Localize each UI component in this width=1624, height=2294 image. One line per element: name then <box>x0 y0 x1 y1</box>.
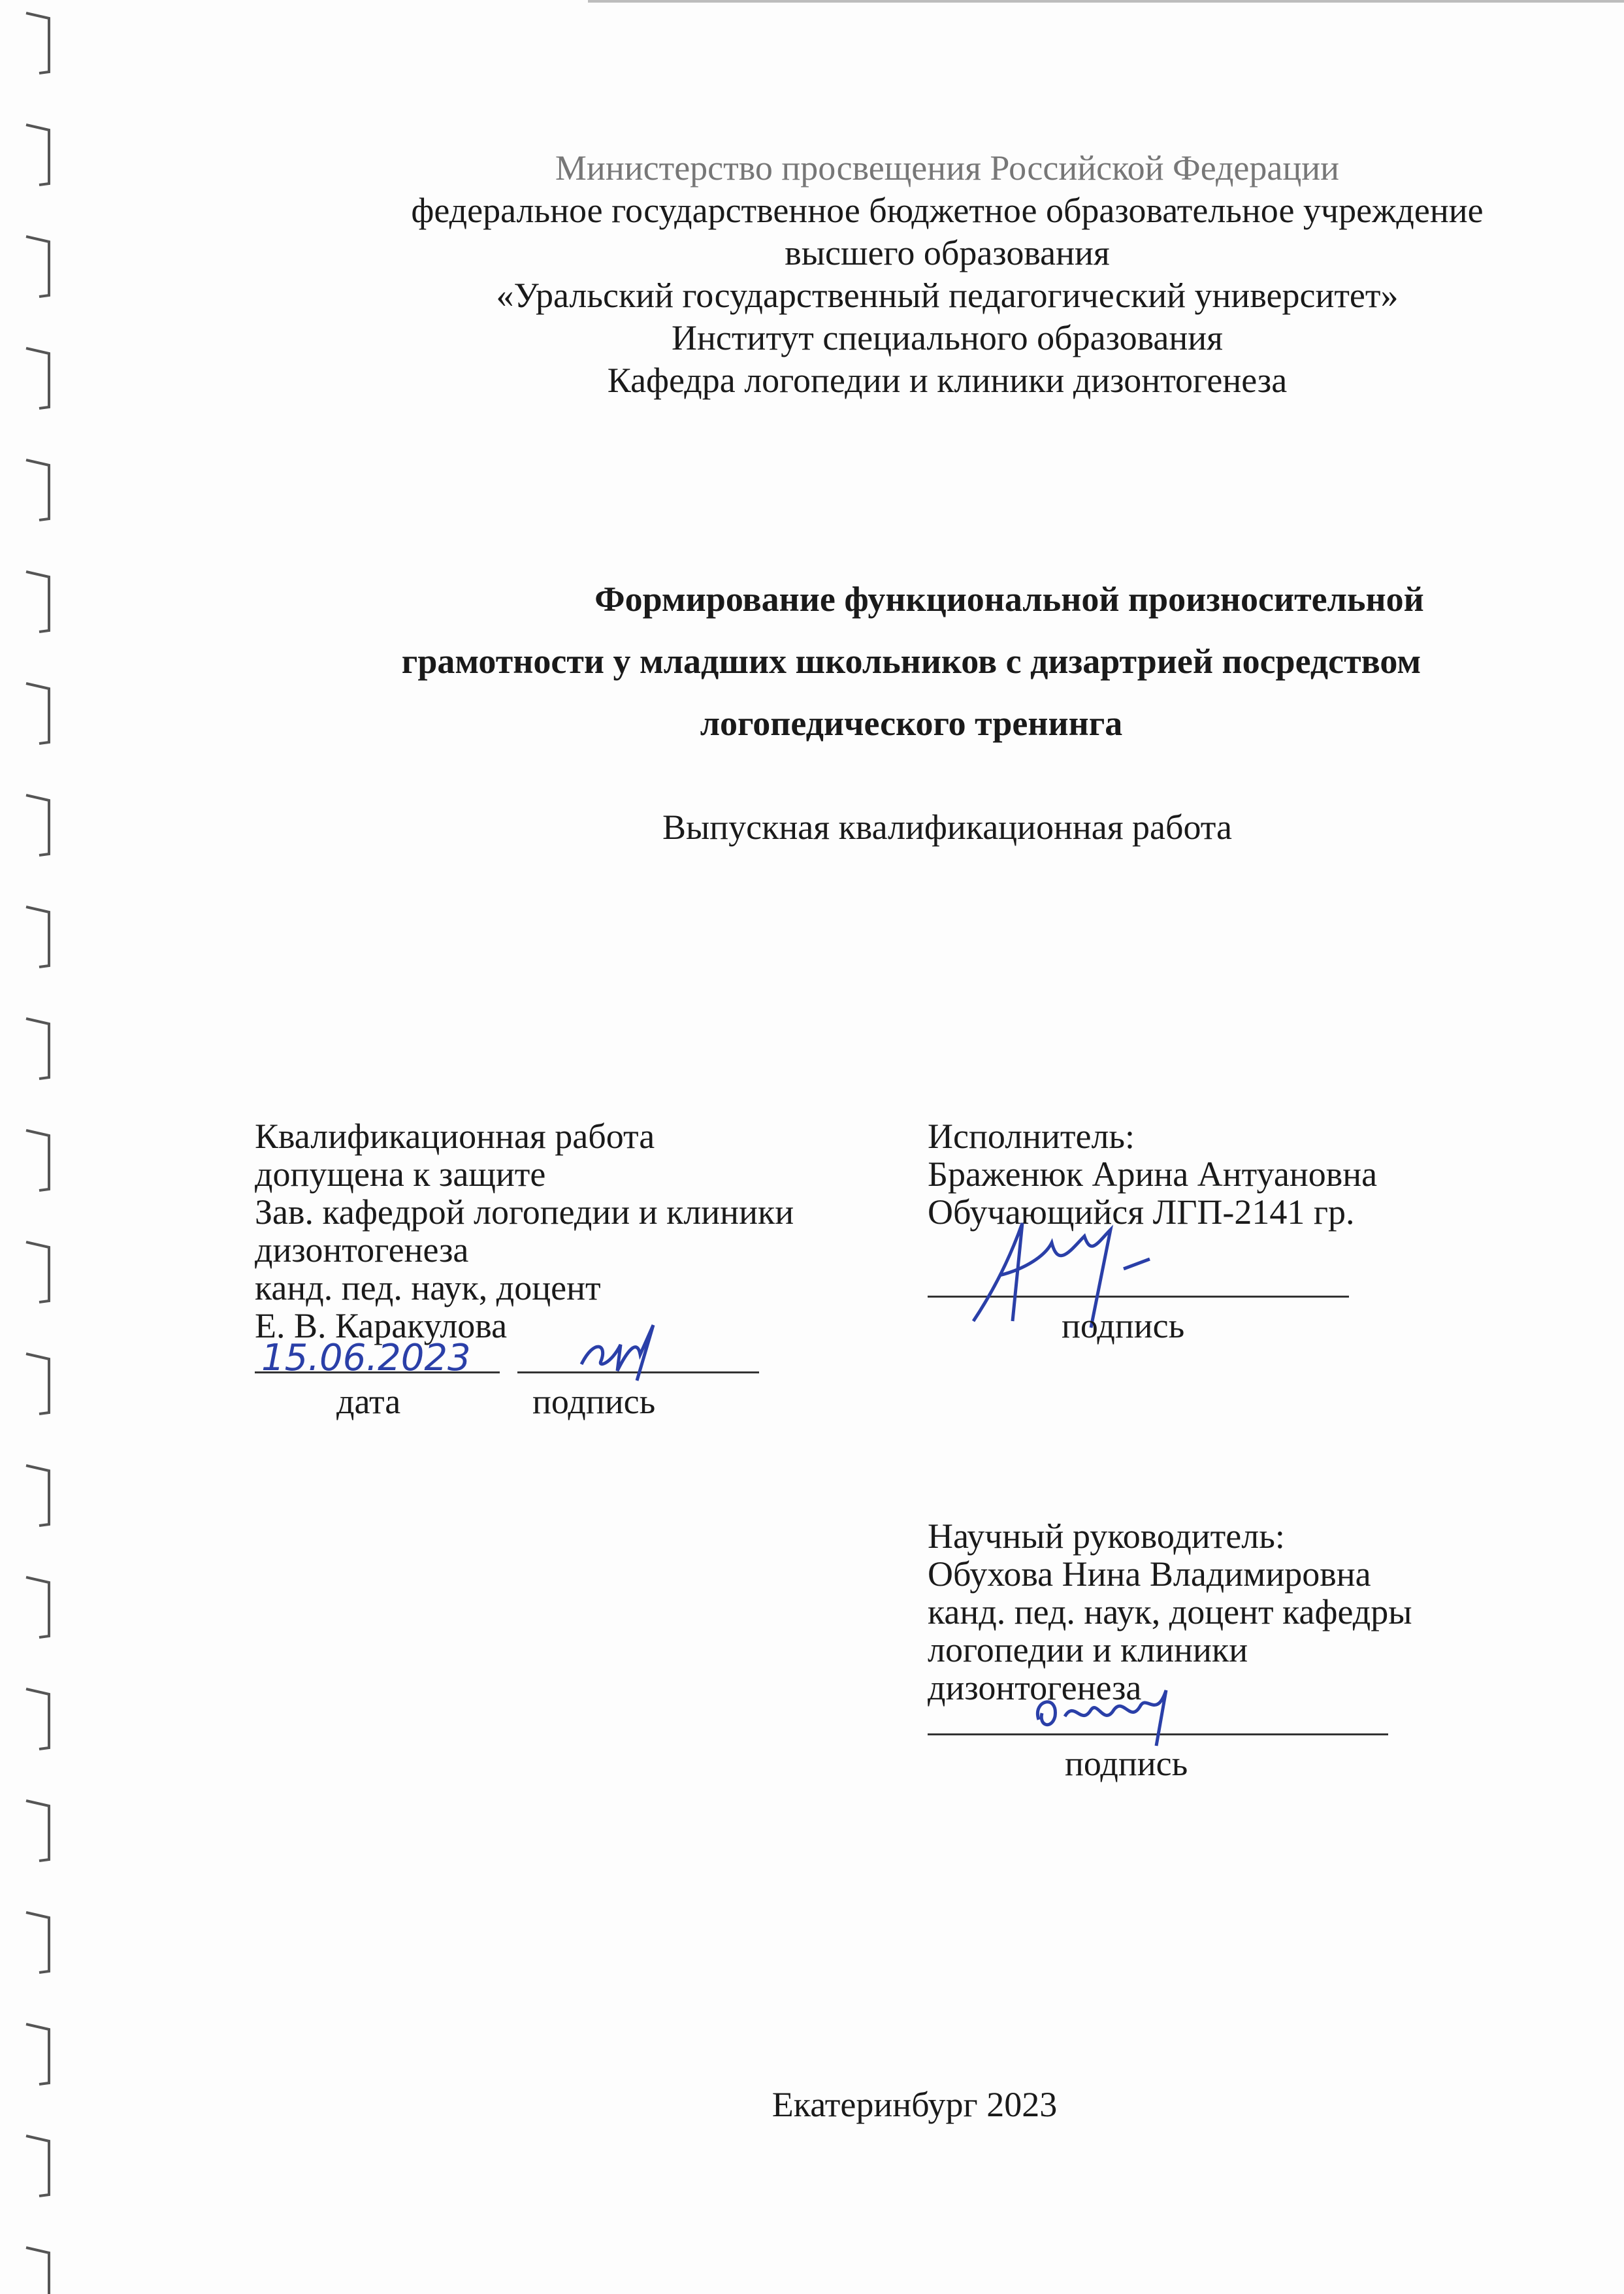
admission-line-5: канд. пед. наук, доцент <box>255 1268 601 1307</box>
supervisor-position-2: логопедии и клиники <box>928 1630 1248 1669</box>
supervisor-signature-line <box>928 1707 1581 1745</box>
executor-name: Браженюк Арина Антуановна <box>928 1155 1378 1194</box>
signature-caption: подпись <box>532 1382 656 1421</box>
university-line: «Уральский государственный педагогический университет» <box>496 276 1399 315</box>
date-signature-captions <box>255 1383 908 1420</box>
binding-mark <box>26 1242 49 1302</box>
title-line-2: грамотности у младших школьников с дизартрией посредством <box>401 642 1421 681</box>
executor-caption-row <box>928 1307 1581 1345</box>
supervisor-caption-row <box>928 1745 1581 1782</box>
binding-mark <box>26 1912 49 1973</box>
supervisor-position-1: канд. пед. наук, доцент кафедры <box>928 1592 1412 1631</box>
head-signature <box>575 1319 679 1384</box>
binding-mark <box>26 683 49 744</box>
supervisor-name: Обухова Нина Владимировна <box>928 1554 1371 1594</box>
supervisor-signature-caption: подпись <box>1065 1744 1188 1783</box>
scan-edge <box>588 0 1624 3</box>
executor-label: Исполнитель: <box>928 1117 1135 1156</box>
thesis-title <box>261 568 1561 755</box>
binding-mark <box>26 460 49 520</box>
executor-group: Обучающийся ЛГП-2141 гр. <box>928 1192 1355 1232</box>
institute-line: Институт специального образования <box>671 318 1224 357</box>
binding-mark <box>26 1354 49 1414</box>
admission-line-2: допущена к защите <box>255 1155 546 1194</box>
institution-line: федеральное государственное бюджетное образовательное учреждение <box>411 191 1484 230</box>
education-level-line: высшего образования <box>785 233 1110 272</box>
binding-mark <box>26 1130 49 1190</box>
supervisor-signature <box>1026 1680 1195 1752</box>
binding-mark <box>26 1689 49 1749</box>
binding-marks <box>0 0 78 2294</box>
supervisor-label: Научный руководитель: <box>928 1516 1285 1556</box>
supervisor-position-3: дизонтогенеза <box>928 1668 1142 1707</box>
admission-line-4: дизонтогенеза <box>255 1230 469 1270</box>
binding-mark <box>26 237 49 297</box>
binding-mark <box>26 1466 49 1526</box>
executor-block <box>928 1117 1581 1345</box>
binding-mark <box>26 2136 49 2196</box>
date-caption: дата <box>336 1382 401 1421</box>
admission-block <box>255 1117 908 1420</box>
binding-mark <box>26 1577 49 1637</box>
admission-line-1: Квалификационная работа <box>255 1117 655 1156</box>
date-signature-line <box>255 1337 908 1383</box>
work-type: Выпускная квалификационная работа <box>662 808 1233 847</box>
ministry-line: Министерство просвещения Российской Федерации <box>555 148 1340 188</box>
binding-mark <box>26 795 49 855</box>
title-line-3: логопедического тренинга <box>700 704 1123 743</box>
handwritten-date: 15.06.2023 <box>261 1337 471 1379</box>
institution-header <box>248 147 1624 402</box>
binding-mark <box>26 1019 49 1079</box>
binding-mark <box>26 13 49 73</box>
binding-mark <box>26 1801 49 1861</box>
title-line-1: Формирование функциональной произносительной <box>594 580 1424 619</box>
supervisor-block <box>928 1517 1581 1782</box>
department-line: Кафедра логопедии и клиники дизонтогенеза <box>607 361 1288 400</box>
admission-line-6: Е. В. Каракулова <box>255 1306 508 1345</box>
executor-signature-caption: подпись <box>1062 1306 1185 1345</box>
binding-mark <box>26 125 49 185</box>
admission-line-3: Зав. кафедрой логопедии и клиники <box>255 1192 794 1232</box>
binding-mark <box>26 2024 49 2084</box>
binding-mark <box>26 572 49 632</box>
binding-mark <box>26 2248 49 2294</box>
executor-signature-line <box>928 1269 1581 1307</box>
binding-mark <box>26 907 49 967</box>
binding-mark <box>26 348 49 408</box>
city-year: Екатеринбург 2023 <box>771 2085 1058 2124</box>
